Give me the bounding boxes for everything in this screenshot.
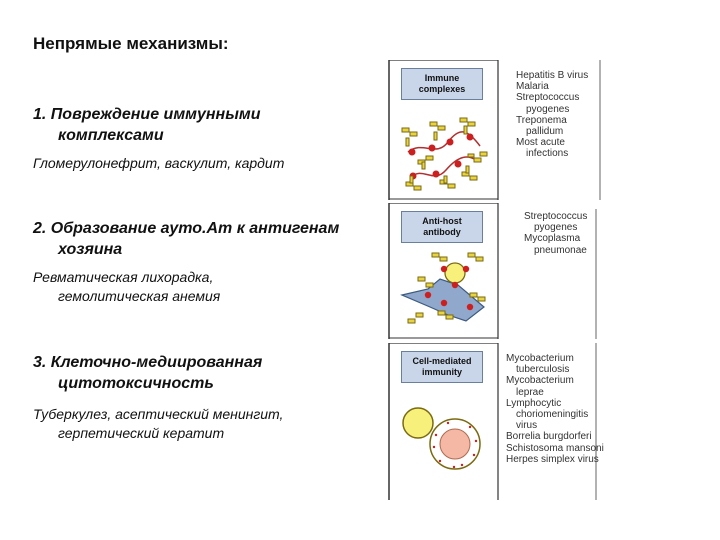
- section-3-diseases-line2: герпетический кератит: [58, 425, 225, 441]
- panel-1-organisms: Hepatitis B virus Malaria Streptococcus pyogenes Treponema pallidum Most acute infections: [516, 70, 589, 160]
- bound-cell: [445, 263, 465, 283]
- section-2-diseases: [33, 268, 220, 306]
- section-2-heading: [33, 218, 339, 260]
- panel-2-label: Anti-host antibody: [401, 211, 483, 243]
- target-nucleus: [440, 429, 470, 459]
- section-2-diseases-line2: гемолитическая анемия: [58, 288, 221, 304]
- panel-immune-complexes: [388, 60, 603, 200]
- panel-3-label: Cell-mediated immunity: [401, 351, 483, 383]
- section-3-diseases: [33, 405, 283, 443]
- slide-title: Непрямые механизмы:: [33, 34, 229, 53]
- section-2-heading-line2: хозяина: [58, 241, 123, 258]
- panel-2-organisms: Streptococcus pyogenes Mycoplasma pneumonae: [524, 211, 588, 256]
- panel-cell-mediated-immunity: [388, 343, 603, 500]
- section-3-diseases-line1: Туберкулез, асептический менингит,: [33, 406, 284, 422]
- panel-3-organisms: Mycobacterium tuberculosis Mycobacterium leprae Lymphocytic choriomeningitis virus Borrelia burgdorferi Schistosoma mansoni Herpes simplex virus: [506, 353, 604, 465]
- section-1-diseases: Гломерулонефрит, васкулит, кардит: [33, 155, 285, 171]
- lymphocyte: [403, 408, 433, 438]
- section-3-heading-line2: цитотоксичность: [58, 375, 214, 392]
- section-2-heading-line1: 2. Образование ауто.Ат к антигенам: [33, 220, 340, 237]
- section-1-heading: [33, 104, 261, 146]
- section-3-heading-line1: 3. Клеточно-медиированная: [33, 354, 263, 371]
- panel-1-label: Immune complexes: [401, 68, 483, 100]
- section-3-heading: [33, 352, 262, 394]
- panel-anti-host-antibody: [388, 203, 603, 339]
- section-2-diseases-line1: Ревматическая лихорадка,: [33, 269, 214, 285]
- section-1-heading-line1: 1. Повреждение иммунными: [33, 106, 261, 123]
- section-1-heading-line2: комплексами: [58, 127, 164, 144]
